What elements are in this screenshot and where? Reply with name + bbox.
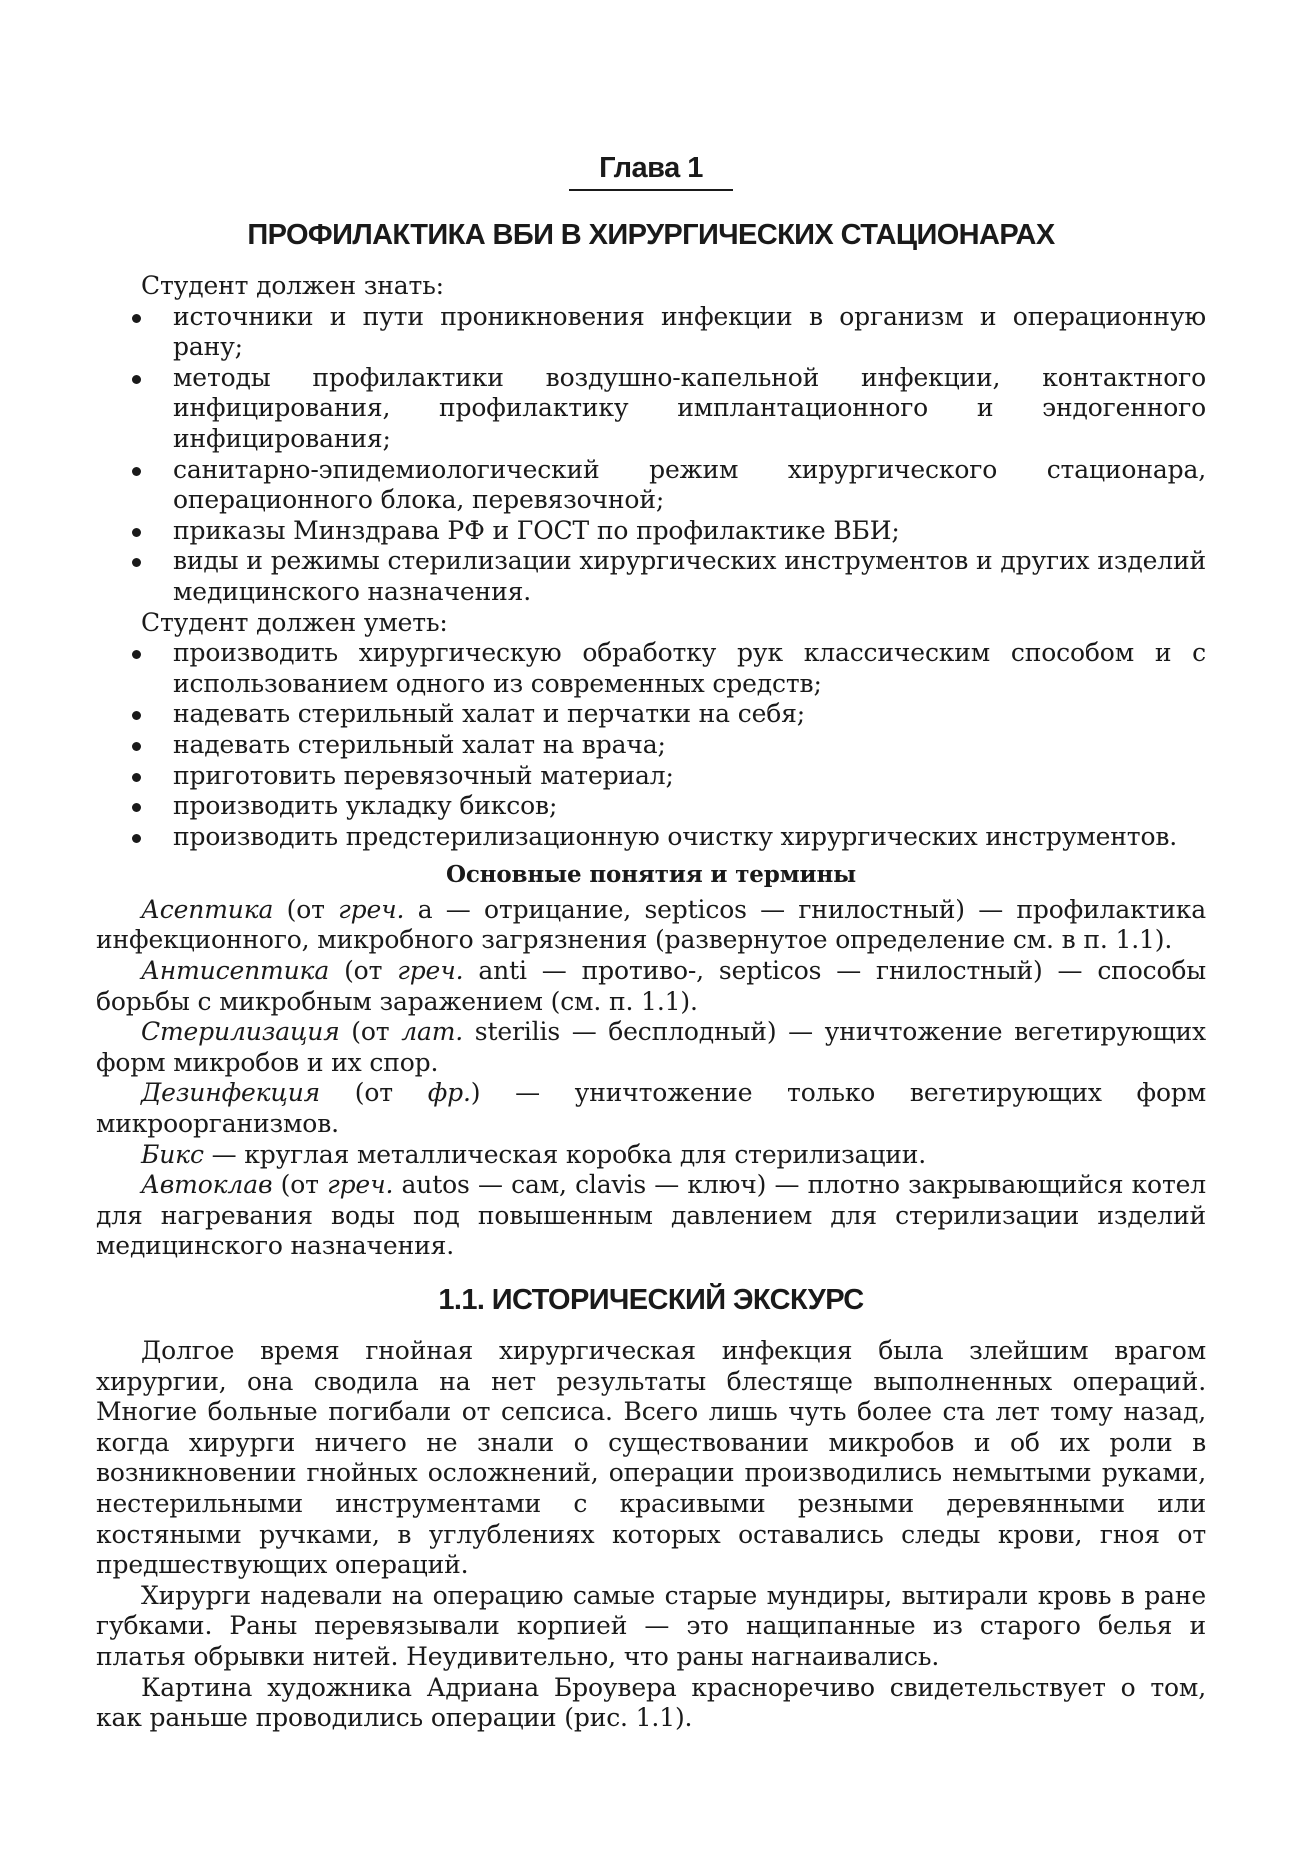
bullet-icon (132, 467, 141, 476)
section-title: 1.1. ИСТОРИЧЕСКИЙ ЭКСКУРС (438, 1284, 864, 1316)
terms-heading: Основные понятия и термины (445, 861, 857, 889)
term-definition: Асептика (от греч. а — отрицание, septicos — гнилостный) — профилактика инфекционного, микробного загрязнения (развернутое определение см. в п. 1.1). (96, 894, 1206, 955)
paragraph: Хирурги надевали на операцию самые старые мундиры, вытирали кровь в ране губками. Раны перевязывали корпией — это нащипанные из старого белья и платья обрывки нитей. Неудивительно, что раны нагнаивались. (96, 1580, 1206, 1671)
paragraph: Долгое время гнойная хирургическая инфекция была злейшим врагом хирургии, она сводила на нет результаты блестяще выполненных операций. Многие больные погибали от сепсиса. Всего лишь чуть более ста лет тому назад, когда хирурги ничего не знали о существовании микробов и об их роли в возникновении гнойных осложнений, операции производились немытыми руками, нестерильными инструментами с красивыми резными деревянными или костяными ручками, в углублениях которых оставались следы крови, гноя от предшествующих операций. (96, 1336, 1206, 1580)
bullet-icon (132, 834, 141, 843)
term-name: Асептика (141, 894, 274, 924)
list-item: санитарно-эпидемиологический режим хирургического стационара, операционного блока, перевязочной; (96, 455, 1206, 516)
terms-list (96, 895, 1206, 1262)
term-definition: Автоклав (от греч. autos — сам, clavis — ключ) — плотно закрывающийся котел для нагревания воды под повышенным давлением для стерилизации изделий медицинского назначения. (96, 1170, 1207, 1261)
list-item: методы профилактики воздушно-капельной инфекции, контактного инфицирования, профилактику имплантационного и эндогенного инфицирования; (96, 363, 1206, 455)
list-item: производить укладку биксов; (96, 791, 1206, 822)
term-definition: Антисептика (от греч. anti — противо-, septicos — гнилостный) — способы борьбы с микробным заражением (см. п. 1.1). (96, 956, 1206, 1016)
chapter-heading (96, 152, 1206, 191)
list-item: виды и режимы стерилизации хирургических инструментов и других изделий медицинского назначения. (96, 546, 1206, 607)
skills-intro: Студент должен уметь: (141, 607, 448, 637)
list-item: производить хирургическую обработку рук классическим способом и с использованием одного из современных средств; (96, 638, 1206, 699)
bullet-icon (132, 711, 141, 720)
term-name: Бикс (141, 1139, 204, 1169)
term-definition: Дезинфекция (от фр.) — уничтожение только вегетирующих форм микроорганизмов. (96, 1078, 1207, 1139)
bullet-icon (132, 803, 141, 812)
bullet-icon (132, 314, 141, 323)
list-item: надевать стерильный халат и перчатки на себя; (96, 699, 1206, 730)
bullet-icon (132, 773, 141, 782)
bullet-icon (132, 558, 141, 567)
paragraph: Картина художника Адриана Броувера красноречиво свидетельствует о том, как раньше проводились операции (рис. 1.1). (96, 1672, 1206, 1733)
list-item: источники и пути проникновения инфекции в организм и операционную рану; (96, 302, 1206, 363)
list-item: производить предстерилизационную очистку хирургических инструментов. (96, 822, 1206, 853)
list-item: надевать стерильный халат на врача; (96, 730, 1206, 761)
know-list (96, 302, 1206, 608)
term-name: Дезинфекция (141, 1078, 321, 1108)
skills-list (96, 638, 1206, 852)
bullet-icon (132, 528, 141, 537)
chapter-label: Глава 1 (569, 152, 733, 191)
term-definition: Стерилизация (от лат. sterilis — бесплодный) — уничтожение вегетирующих форм микробов и их спор. (96, 1017, 1207, 1077)
term-definition: Бикс — круглая металлическая коробка для стерилизации. (141, 1139, 927, 1169)
bullet-icon (132, 742, 141, 751)
term-name: Стерилизация (141, 1017, 340, 1047)
list-item: приготовить перевязочный материал; (96, 761, 1206, 792)
know-intro: Студент должен знать: (141, 271, 444, 300)
term-name: Антисептика (141, 956, 330, 986)
bullet-icon (132, 375, 141, 384)
chapter-title: ПРОФИЛАКТИКА ВБИ В ХИРУРГИЧЕСКИХ СТАЦИОНАРАХ (247, 219, 1055, 251)
chapter-body (96, 271, 1206, 1734)
term-name: Автоклав (141, 1170, 273, 1200)
bullet-icon (132, 650, 141, 659)
list-item: приказы Минздрава РФ и ГОСТ по профилактике ВБИ; (96, 516, 1206, 547)
